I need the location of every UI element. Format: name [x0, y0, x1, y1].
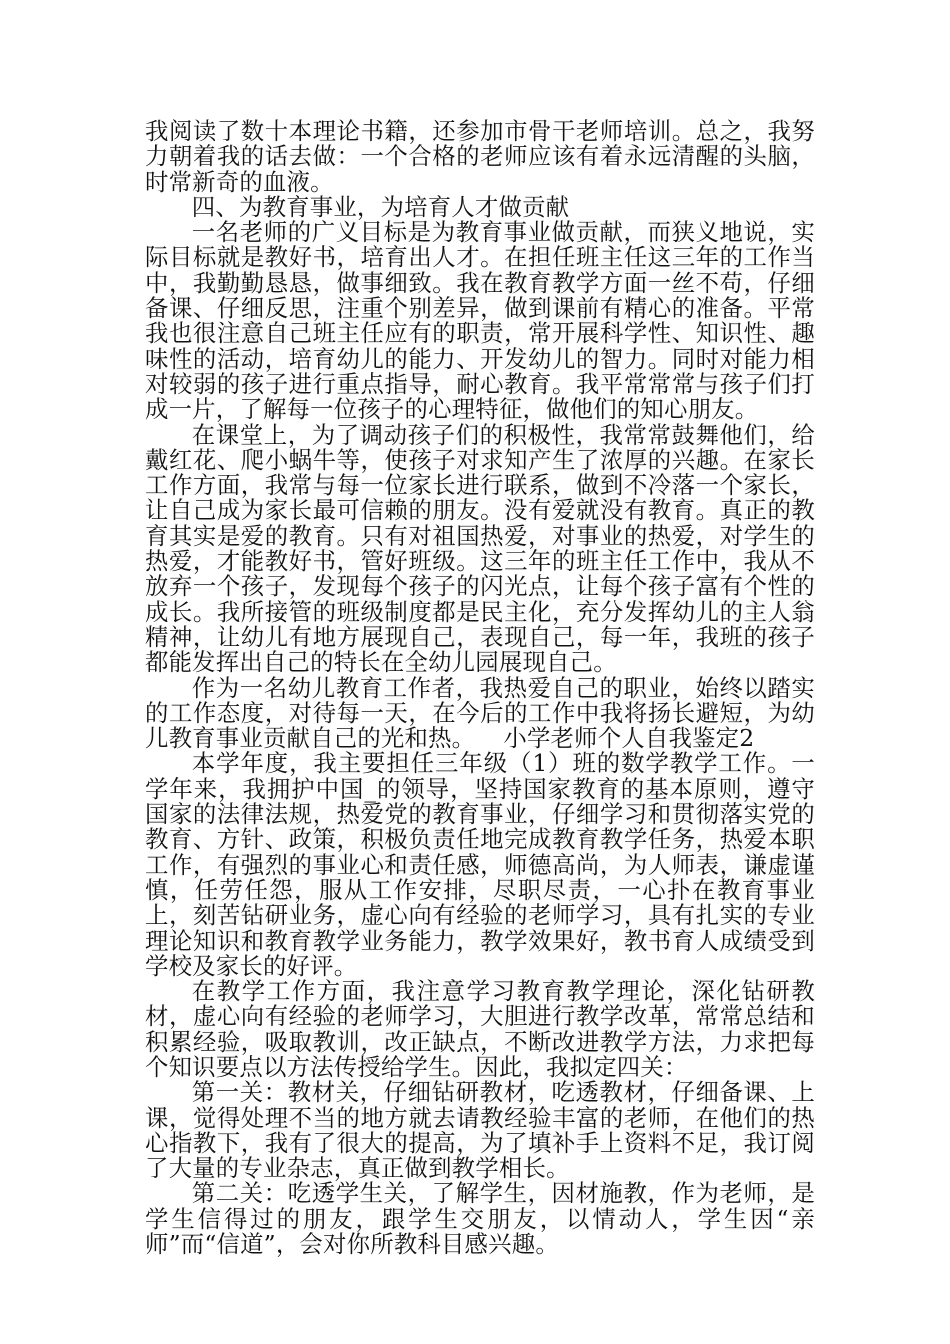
document-body	[145, 119, 815, 1257]
paragraph-4: 在课堂上，为了调动孩子们的积极性，我常常鼓舞他们，给戴红花、爬小蜗牛等，使孩子对求知产生了浓厚的兴趣。在家长工作方面，我常与每一位家长进行联系，做到不冷落一个家长，让自己成为家长最可信赖的朋友。没有爱就没有教育。真正的教育其实是爱的教育。只有对祖国热爱，对事业的热爱，对学生的热爱，才能教好书，管好班级。这三年的班主任工作中，我从不放弃一个孩子，发现每个孩子的闪光点，让每个孩子富有个性的成长。我所接管的班级制度都是民主化，充分发挥幼儿的主人翁精神，让幼儿有地方展现自己，表现自己，每一年，我班的孩子都能发挥出自己的特长在全幼儿园展现自己。	[145, 420, 815, 677]
paragraph-5-text: 作为一名幼儿教育工作者，我热爱自己的职业，始终以踏实的工作态度，对待每一天，在今后的工作中我将扬长避短，为幼儿教育事业贡献自己的光和热。	[145, 673, 815, 753]
paragraph-7: 在教学工作方面，我注意学习教育教学理论，深化钻研教材，虚心向有经验的老师学习，大胆进行教学改革，常常总结和积累经验，吸取教训，改正缺点，不断改进教学方法，力求把每个知识要点以方法传授给学生。因此，我拟定四关：	[145, 977, 815, 1081]
paragraph-1: 我阅读了数十本理论书籍，还参加市骨干老师培训。总之，我努力朝着我的话去做：一个合格的老师应该有着永远清醒的头脑，时常新奇的血液。	[145, 117, 815, 196]
section-heading-4: 四、为教育事业，为培育人才做贡献	[191, 192, 570, 221]
paragraph-5	[145, 673, 815, 753]
paragraph-8: 第一关：教材关，仔细钻研教材，吃透教材，仔细备课、上课，觉得处理不当的地方就去请教经验丰富的老师，在他们的热心指教下，我有了很大的提高，为了填补手上资料不足，我订阅了大量的专业杂志，真正做到教学相长。	[145, 1078, 815, 1183]
paragraph-6: 本学年度，我主要担任三年级（1）班的数学教学工作。一学年来，我拥护中国_的领导，坚持国家教育的基本原则，遵守国家的法律法规，热爱党的教育事业，仔细学习和贯彻落实党的教育、方针、政策，积极负责任地完成教育教学任务，热爱本职工作，有强烈的事业心和责任感，师德高尚，为人师表，谦虚谨慎，任劳任怨，服从工作安排，尽职尽责，一心扑在教育事业上，刻苦钻研业务，虚心向有经验的老师学习，具有扎实的专业理论知识和教育教学业务能力，教学效果好，教书育人成绩受到学校及家长的好评。	[145, 749, 815, 980]
paragraph-9: 第二关：吃透学生关，了解学生，因材施教，作为老师，是学生信得过的朋友，跟学生交朋友，以情动人，学生因“亲师”而“信道”，会对你所教科目感兴趣。	[145, 1179, 815, 1259]
inline-title: 小学老师个人自我鉴定2	[503, 724, 755, 753]
paragraph-3: 一名老师的广义目标是为教育事业做贡献，而狭义地说，实际目标就是教好书，培育出人才。在担任班主任这三年的工作当中，我勤勤恳恳，做事细致。我在教育教学方面一丝不苟，仔细备课、仔细反思，注重个别差异，做到课前有精心的准备。平常我也很注意自己班主任应有的职责，常开展科学性、知识性、趣味性的活动，培育幼儿的能力、开发幼儿的智力。同时对能力相对较弱的孩子进行重点指导，耐心教育。我平常常常与孩子们打成一片，了解每一位孩子的心理特征，做他们的知心朋友。	[145, 218, 815, 424]
